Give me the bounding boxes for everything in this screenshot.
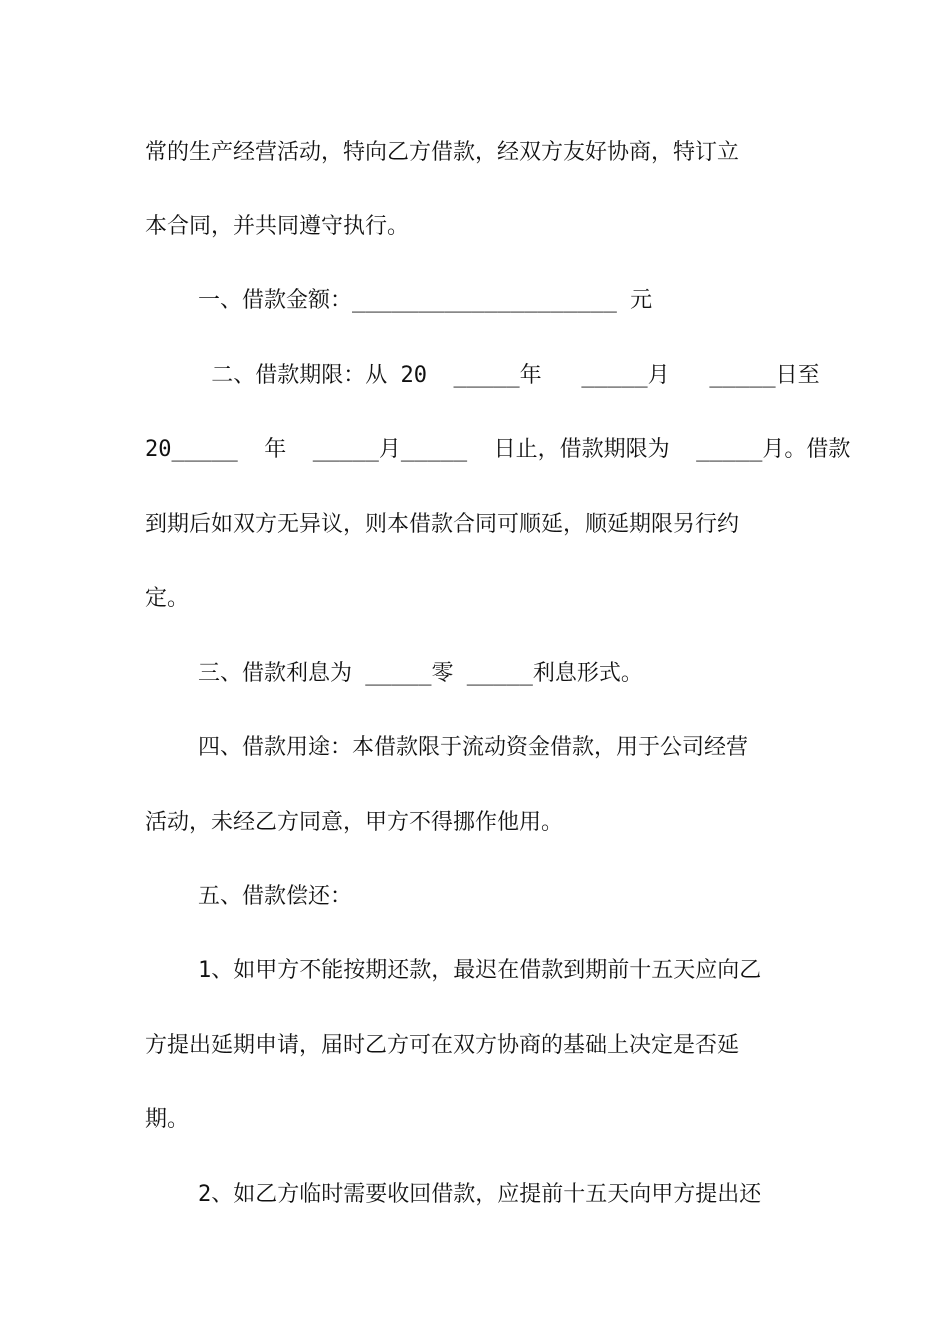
- text-line: 定。: [145, 586, 190, 611]
- text-line: 二、借款期限：从 20 _____年 _____月 _____日至: [145, 363, 820, 388]
- text-line: 三、借款利息为 _____零 _____利息形式。: [145, 661, 643, 686]
- text-line: 方提出延期申请，届时乙方可在双方协商的基础上决定是否延: [145, 1033, 740, 1058]
- text-line: 期。: [145, 1107, 190, 1132]
- text-line: 五、借款偿还：: [145, 884, 352, 909]
- text-line: 活动，未经乙方同意，甲方不得挪作他用。: [145, 810, 564, 835]
- text-line: 20_____ 年 _____月_____ 日止，借款期限为 _____月。借款: [145, 437, 851, 462]
- text-line: 一、借款金额：____________________ 元: [145, 288, 653, 313]
- text-line: 常的生产经营活动，特向乙方借款，经双方友好协商，特订立: [145, 140, 740, 165]
- text-line: 本合同，并共同遵守执行。: [145, 214, 410, 239]
- text-line: 1、如甲方不能按期还款，最迟在借款到期前十五天应向乙: [145, 958, 762, 983]
- text-line: 到期后如双方无异议，则本借款合同可顺延，顺延期限另行约: [145, 512, 740, 537]
- text-line: 四、借款用途：本借款限于流动资金借款，用于公司经营: [145, 735, 748, 760]
- text-line: 2、如乙方临时需要收回借款，应提前十五天向甲方提出还: [145, 1182, 762, 1207]
